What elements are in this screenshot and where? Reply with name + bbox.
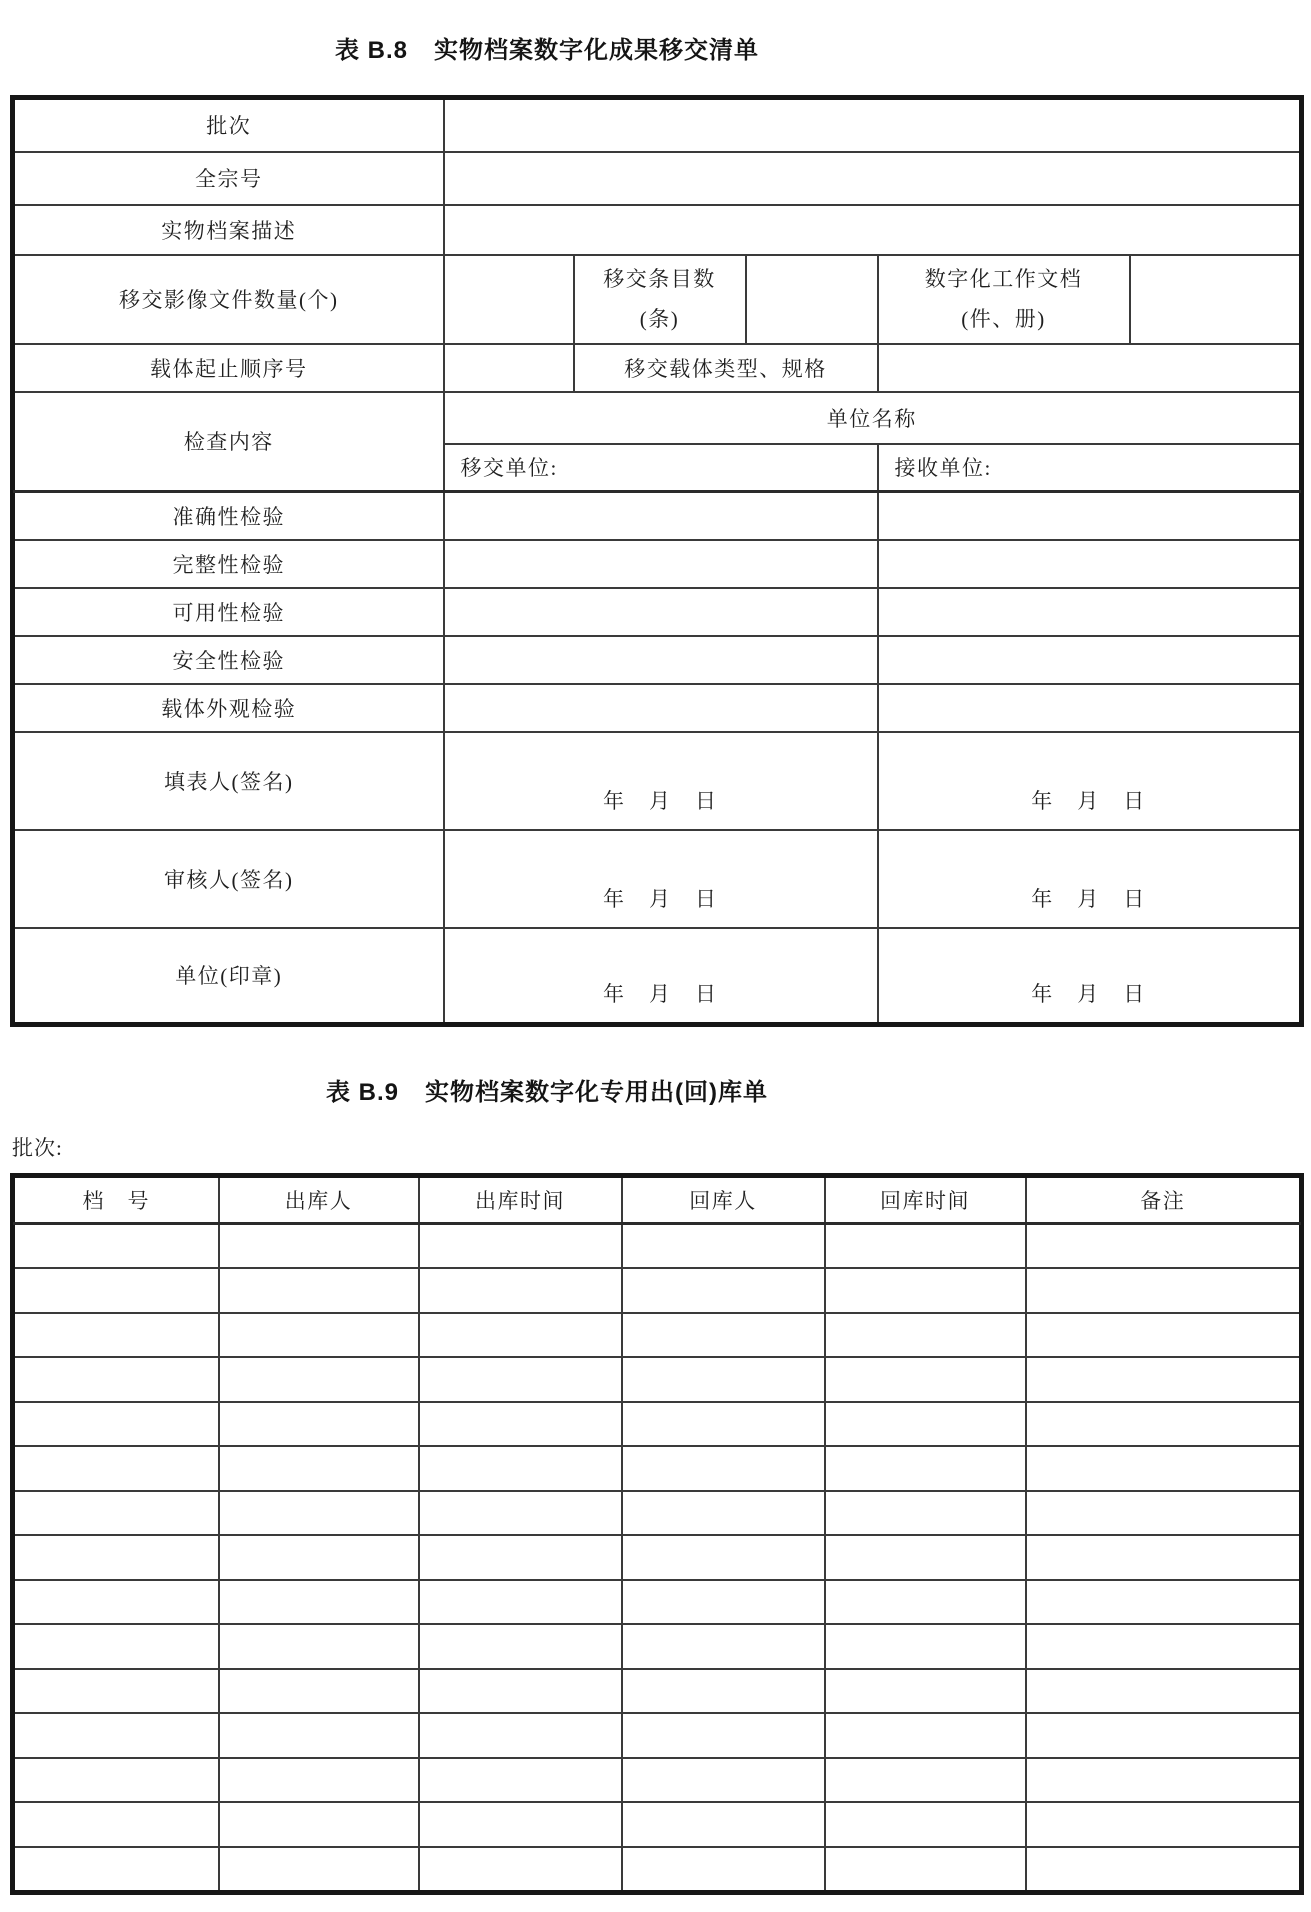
b9-cell (825, 1313, 1026, 1358)
b9-header-archive-no: 档 号 (14, 1177, 219, 1224)
b9-cell (825, 1758, 1026, 1803)
b8-row-counts (14, 255, 1301, 344)
b9-cell (419, 1713, 622, 1758)
b9-empty-row-6 (14, 1446, 1301, 1491)
b8-inspection-usability-left-cell (444, 588, 878, 636)
b9-cell (219, 1224, 419, 1269)
b8-row-carrier (14, 344, 1301, 392)
b8-row-archive-desc (14, 205, 1301, 255)
b8-entry-count-label (574, 255, 746, 344)
b9-cell (1026, 1402, 1301, 1447)
b9-cell (419, 1402, 622, 1447)
b9-cell (419, 1669, 622, 1714)
b8-row-inspection-usability (14, 588, 1301, 636)
b9-cell (825, 1847, 1026, 1892)
b9-cell (622, 1624, 825, 1669)
b9-empty-row-12 (14, 1713, 1301, 1758)
b8-inspection-security-left-cell (444, 636, 878, 684)
b9-cell (14, 1713, 219, 1758)
b9-cell (14, 1357, 219, 1402)
b9-cell (14, 1268, 219, 1313)
b8-inspection-completeness-left-cell (444, 540, 878, 588)
b9-header-return-person: 回库人 (622, 1177, 825, 1224)
b9-cell (825, 1580, 1026, 1625)
b8-row-inspection-completeness (14, 540, 1301, 588)
b9-batch-label: 批次: (12, 1136, 63, 1160)
b8-image-file-count-label: 移交影像文件数量(个) (14, 255, 444, 344)
b8-unit-seal-label: 单位(印章) (14, 928, 444, 1024)
b9-header-return-time: 回库时间 (825, 1177, 1026, 1224)
table-b9-title-number: 表 B.9 (326, 1079, 400, 1106)
b8-archive-desc-value-cell (444, 205, 1301, 255)
b8-carrier-type-value-cell (878, 344, 1301, 392)
b8-batch-value-cell (444, 99, 1301, 152)
b8-inspection-carrier-appearance-label: 载体外观检验 (14, 684, 444, 732)
table-b9-title (326, 1072, 768, 1107)
b9-cell (1026, 1313, 1301, 1358)
b9-cell (1026, 1357, 1301, 1402)
b8-entry-count-label-line2: (条) (639, 307, 680, 331)
b8-work-doc-value-cell (1130, 255, 1301, 344)
b9-cell (825, 1802, 1026, 1847)
b9-cell (622, 1313, 825, 1358)
b9-empty-row-13 (14, 1758, 1301, 1803)
b9-cell (1026, 1802, 1301, 1847)
b9-empty-row-4 (14, 1357, 1301, 1402)
b9-cell (1026, 1847, 1301, 1892)
b8-row-batch (14, 99, 1301, 152)
b9-empty-row-1 (14, 1224, 1301, 1269)
table-b8 (12, 97, 1302, 1025)
b8-inspection-carrier-appearance-left-cell (444, 684, 878, 732)
b9-header-row (14, 1177, 1301, 1224)
b8-reviewer-right-date: 年 月 日 (878, 830, 1301, 928)
b9-cell (419, 1802, 622, 1847)
b8-inspection-accuracy-left-cell (444, 492, 878, 540)
b8-carrier-seq-label: 载体起止顺序号 (14, 344, 444, 392)
b8-entry-count-label-line1: 移交条目数 (603, 267, 716, 291)
b9-header-checkout-time: 出库时间 (419, 1177, 622, 1224)
b9-cell (622, 1847, 825, 1892)
b8-inspection-accuracy-right-cell (878, 492, 1301, 540)
b9-cell (1026, 1713, 1301, 1758)
b9-cell (825, 1402, 1026, 1447)
b9-cell (14, 1802, 219, 1847)
b9-cell (419, 1357, 622, 1402)
table-b8-title (335, 30, 759, 65)
table-b9-title-text: 实物档案数字化专用出(回)库单 (425, 1079, 768, 1106)
b8-row-sign-unit-seal (14, 928, 1301, 1024)
b8-preparer-left-date: 年 月 日 (444, 732, 878, 830)
b9-cell (219, 1402, 419, 1447)
b9-empty-row-10 (14, 1624, 1301, 1669)
b8-row-sign-preparer (14, 732, 1301, 830)
b9-cell (419, 1446, 622, 1491)
b9-cell (419, 1758, 622, 1803)
b9-cell (1026, 1268, 1301, 1313)
b9-cell (419, 1491, 622, 1536)
b8-row-unit-name (14, 392, 1301, 444)
b9-cell (1026, 1446, 1301, 1491)
b8-work-doc-label-line1: 数字化工作文档 (924, 267, 1083, 291)
b8-row-inspection-carrier-appearance (14, 684, 1301, 732)
b9-cell (1026, 1669, 1301, 1714)
b8-inspection-completeness-label: 完整性检验 (14, 540, 444, 588)
b9-cell (1026, 1535, 1301, 1580)
b9-empty-row-3 (14, 1313, 1301, 1358)
b9-cell (622, 1224, 825, 1269)
b8-row-sign-reviewer (14, 830, 1301, 928)
b8-work-doc-label-line2: (件、册) (961, 307, 1046, 331)
b9-cell (219, 1268, 419, 1313)
b8-fonds-no-label: 全宗号 (14, 152, 444, 205)
b9-cell (622, 1491, 825, 1536)
b8-row-inspection-accuracy (14, 492, 1301, 540)
b9-cell (14, 1224, 219, 1269)
b9-cell (622, 1268, 825, 1313)
b9-cell (825, 1535, 1026, 1580)
b9-empty-row-9 (14, 1580, 1301, 1625)
table-b9 (12, 1175, 1302, 1893)
b8-carrier-seq-value-cell (444, 344, 574, 392)
b9-cell (219, 1535, 419, 1580)
b9-cell (219, 1446, 419, 1491)
b9-cell (419, 1580, 622, 1625)
b8-fonds-no-value-cell (444, 152, 1301, 205)
b9-cell (622, 1402, 825, 1447)
b8-unit-name-header: 单位名称 (444, 392, 1301, 444)
b9-empty-row-11 (14, 1669, 1301, 1714)
b8-unit-seal-right-date: 年 月 日 (878, 928, 1301, 1024)
b9-header-remarks: 备注 (1026, 1177, 1301, 1224)
b9-empty-row-2 (14, 1268, 1301, 1313)
b9-cell (825, 1491, 1026, 1536)
b9-cell (419, 1313, 622, 1358)
b9-cell (1026, 1624, 1301, 1669)
b8-row-inspection-security (14, 636, 1301, 684)
b9-cell (14, 1580, 219, 1625)
b9-empty-row-14 (14, 1802, 1301, 1847)
b8-image-file-count-value-cell (444, 255, 574, 344)
b9-cell (622, 1713, 825, 1758)
b9-cell (1026, 1491, 1301, 1536)
b9-cell (419, 1268, 622, 1313)
b9-cell (1026, 1580, 1301, 1625)
b9-cell (622, 1580, 825, 1625)
b9-cell (825, 1624, 1026, 1669)
b8-reviewer-label: 审核人(签名) (14, 830, 444, 928)
b8-row-fonds-no (14, 152, 1301, 205)
b9-header-checkout-person: 出库人 (219, 1177, 419, 1224)
b8-unit-seal-left-date: 年 月 日 (444, 928, 878, 1024)
b9-cell (14, 1758, 219, 1803)
b9-cell (825, 1669, 1026, 1714)
b8-inspection-usability-right-cell (878, 588, 1301, 636)
b8-inspection-security-right-cell (878, 636, 1301, 684)
b9-cell (419, 1624, 622, 1669)
b8-carrier-type-label: 移交载体类型、规格 (574, 344, 878, 392)
b9-cell (14, 1669, 219, 1714)
b9-cell (219, 1313, 419, 1358)
b8-transfer-unit-label: 移交单位: (444, 444, 878, 492)
b9-cell (419, 1224, 622, 1269)
b9-empty-row-7 (14, 1491, 1301, 1536)
b9-cell (219, 1624, 419, 1669)
b9-cell (219, 1580, 419, 1625)
b9-cell (219, 1357, 419, 1402)
b9-cell (219, 1802, 419, 1847)
b9-cell (825, 1357, 1026, 1402)
b8-preparer-label: 填表人(签名) (14, 732, 444, 830)
b9-cell (219, 1847, 419, 1892)
b8-receive-unit-label: 接收单位: (878, 444, 1301, 492)
b9-empty-row-8 (14, 1535, 1301, 1580)
b8-check-content-label: 检查内容 (14, 392, 444, 492)
b8-inspection-accuracy-label: 准确性检验 (14, 492, 444, 540)
b9-cell (14, 1446, 219, 1491)
b9-cell (219, 1758, 419, 1803)
b8-batch-label: 批次 (14, 99, 444, 152)
table-b8-title-number: 表 B.8 (334, 37, 409, 64)
b9-cell (14, 1402, 219, 1447)
b9-cell (622, 1758, 825, 1803)
b9-cell (825, 1268, 1026, 1313)
b8-inspection-usability-label: 可用性检验 (14, 588, 444, 636)
b9-cell (622, 1669, 825, 1714)
b9-cell (419, 1535, 622, 1580)
b8-reviewer-left-date: 年 月 日 (444, 830, 878, 928)
b9-cell (219, 1491, 419, 1536)
b9-cell (219, 1669, 419, 1714)
b9-cell (14, 1313, 219, 1358)
b9-cell (622, 1802, 825, 1847)
b8-inspection-security-label: 安全性检验 (14, 636, 444, 684)
b9-cell (1026, 1224, 1301, 1269)
b9-cell (219, 1713, 419, 1758)
b8-work-doc-label (878, 255, 1130, 344)
b9-cell (14, 1847, 219, 1892)
table-b8-title-text: 实物档案数字化成果移交清单 (434, 37, 760, 64)
b8-archive-desc-label: 实物档案描述 (14, 205, 444, 255)
b9-cell (622, 1535, 825, 1580)
b8-inspection-carrier-appearance-right-cell (878, 684, 1301, 732)
b9-cell (14, 1535, 219, 1580)
b9-cell (825, 1713, 1026, 1758)
b8-preparer-right-date: 年 月 日 (878, 732, 1301, 830)
b8-inspection-completeness-right-cell (878, 540, 1301, 588)
b9-cell (419, 1847, 622, 1892)
b9-cell (622, 1446, 825, 1491)
b9-cell (622, 1357, 825, 1402)
b9-cell (1026, 1758, 1301, 1803)
b9-cell (825, 1224, 1026, 1269)
b8-entry-count-value-cell (746, 255, 878, 344)
b9-cell (14, 1491, 219, 1536)
b9-empty-row-5 (14, 1402, 1301, 1447)
b9-cell (825, 1446, 1026, 1491)
b9-cell (14, 1624, 219, 1669)
b9-empty-row-15 (14, 1847, 1301, 1892)
